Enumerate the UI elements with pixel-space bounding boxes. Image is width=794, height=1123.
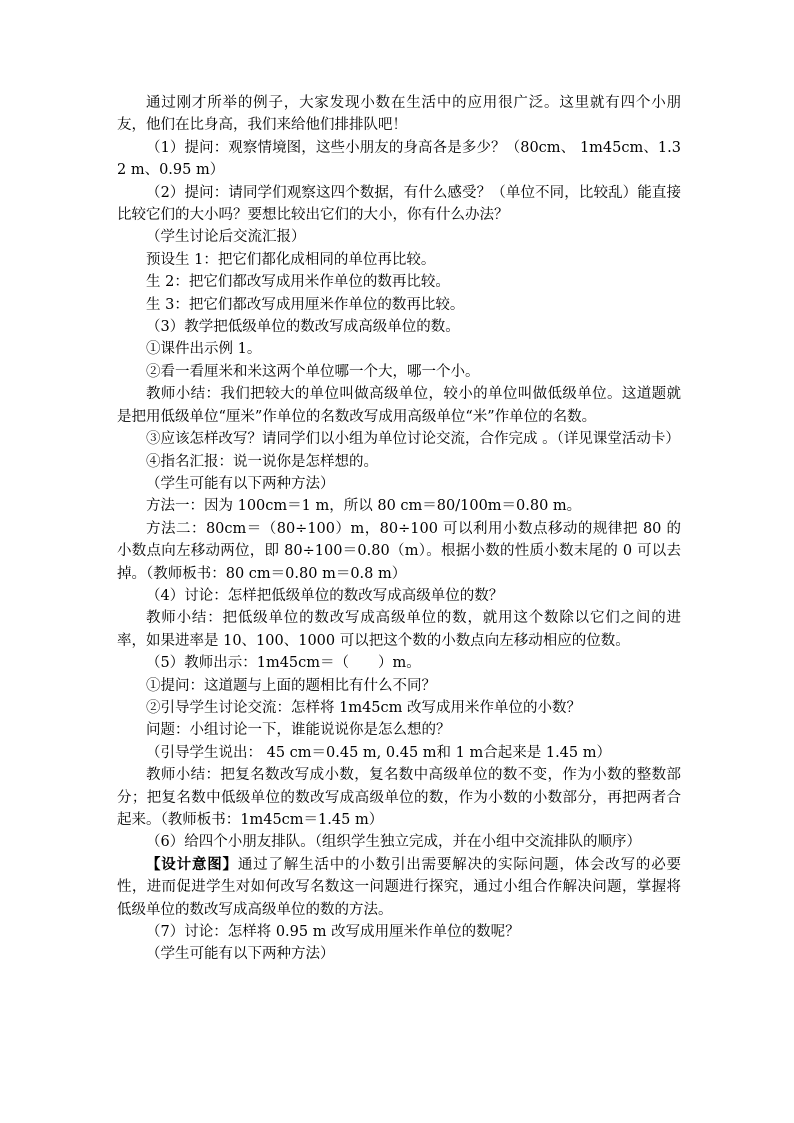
paragraph-student-2: 生 2：把它们都改写成用米作单位的数再比较。 bbox=[146, 274, 450, 291]
paragraph-compare-units: ②看一看厘米和米这两个单位哪一个大，哪一个小。 bbox=[146, 363, 480, 380]
paragraph-line-up-6: （6）给四个小朋友排队。（组织学生独立完成，并在小组中交流排队的顺序） bbox=[146, 834, 641, 851]
paragraph-method-1: 方法一：因为 100cm＝1 m，所以 80 cm＝80/100m＝0.80 m。 bbox=[146, 498, 582, 515]
paragraph-group-question: 问题：小组讨论一下，谁能说说你是怎么想的？ bbox=[146, 722, 451, 739]
paragraph-student-1: 预设生 1：把它们都化成相同的单位再比较。 bbox=[146, 251, 436, 268]
paragraph-example-1: ①课件出示例 1。 bbox=[146, 341, 262, 358]
paragraph-teacher-summary-3: 教师小结：把复名数改写成小数，复名数中高级单位的数不变，作为小数的整数部分；把复名数中低级单位的数改写成高级单位的数，作为小数的小数部分，再把两者合起来。（教师板书：1m45cm＝1.45 m） bbox=[117, 767, 681, 828]
paragraph-teacher-summary-2: 教师小结：把低级单位的数改写成高级单位的数，就用这个数除以它们之间的进率，如果进率是 10、100、1000 可以把这个数的小数点向左移动相应的位数。 bbox=[117, 610, 681, 649]
paragraph-teaching-3: （3）教学把低级单位的数改写成高级单位的数。 bbox=[146, 319, 460, 336]
paragraph-teacher-shows-5: （5）教师出示：1m45cm＝（ ）m。 bbox=[146, 655, 421, 672]
paragraph-two-methods-1: （学生可能有以下两种方法） bbox=[146, 475, 335, 492]
paragraph-discussion-7: （7）讨论：怎样将 0.95 m 改写成用厘米作单位的数呢？ bbox=[146, 924, 520, 941]
paragraph-question-difference: ①提问：这道题与上面的题相比有什么不同？ bbox=[146, 677, 436, 694]
paragraph-two-methods-2: （学生可能有以下两种方法） bbox=[146, 946, 335, 963]
paragraph-group-discussion: ③应该怎样改写？请同学们以小组为单位讨论交流，合作完成 。（详见课堂活动卡） bbox=[146, 431, 680, 448]
paragraph-question-2: （2）提问：请同学们观察这四个数据，有什么感受？（单位不同，比较乱）能直接比较它们的大小吗？要想比较出它们的大小，你有什么办法？ bbox=[117, 184, 681, 224]
design-intent-label: 【设计意图】 bbox=[146, 855, 238, 873]
design-intent-text: 通过了解生活中的小数引出需要解决的实际问题，体会改写的必要性，进而促进学生对如何改写名数这一问题进行探究，通过小组合作解决问题，掌握将低级单位的数改写成高级单位的数的方法。 bbox=[117, 856, 682, 918]
paragraph-discussion-4: （4）讨论：怎样把低级单位的数改写成高级单位的数？ bbox=[146, 587, 504, 604]
paragraph-guide-students: （引导学生说出： 45 cm＝0.45 m, 0.45 m和 1 m合起来是 1.45 m） bbox=[146, 744, 611, 761]
paragraph-design-intent bbox=[117, 854, 681, 921]
paragraph-discussion-report: （学生讨论后交流汇报） bbox=[146, 229, 306, 246]
paragraph-method-2: 方法二：80cm＝（80÷100）m，80÷100 可以利用小数点移动的规律把 80 的小数点向左移动两位，即 80÷100＝0.80（m）。根据小数的性质小数末尾的 0 可以去掉。（教师板书：80 cm＝0.80 m＝0.8 m） bbox=[117, 520, 681, 582]
paragraph-intro: 通过刚才所举的例子，大家发现小数在生活中的应用很广泛。这里就有四个小朋友，他们在比身高，我们来给他们排排队吧！ bbox=[117, 95, 681, 134]
paragraph-question-1: （1）提问：观察情境图，这些小朋友的身高各是多少？（80cm、 1m45cm、1.32 m、0.95 m） bbox=[117, 139, 681, 179]
paragraph-student-3: 生 3：把它们都改写成用厘米作单位的数再比较。 bbox=[146, 296, 465, 313]
paragraph-teacher-summary-1: 教师小结：我们把较大的单位叫做高级单位，较小的单位叫做低级单位。这道题就是把用低级单位“厘米”作单位的名数改写成用高级单位“米”作单位的名数。 bbox=[117, 386, 681, 425]
document-page bbox=[117, 92, 681, 966]
paragraph-guide-discussion: ②引导学生讨论交流：怎样将 1m45cm 改写成用米作单位的小数？ bbox=[146, 699, 582, 716]
paragraph-report: ④指名汇报：说一说你是怎样想的。 bbox=[146, 453, 378, 470]
